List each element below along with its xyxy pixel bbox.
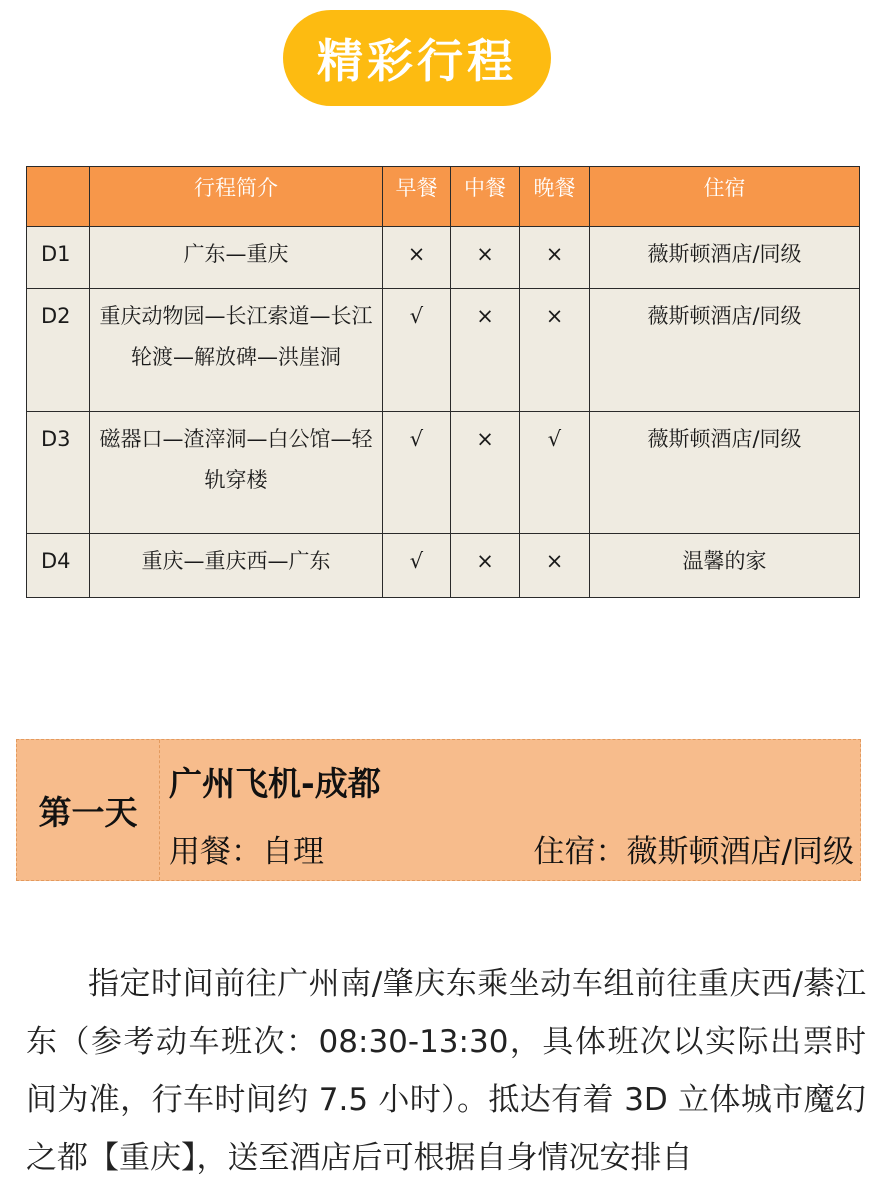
column-header-route: 行程简介 <box>90 167 383 227</box>
day-route-title: 广州飞机-成都 <box>169 764 381 803</box>
breakfast-cell: √ <box>383 289 451 412</box>
page-title: 精彩行程 <box>283 10 551 106</box>
dinner-cell: × <box>520 227 590 289</box>
lunch-cell: × <box>451 534 520 598</box>
dinner-cell: √ <box>520 412 590 534</box>
table-header-row <box>27 167 860 227</box>
table-row <box>27 227 860 289</box>
dinner-cell: × <box>520 289 590 412</box>
table-row <box>27 412 860 534</box>
column-header-dinner: 晚餐 <box>520 167 590 227</box>
table-row <box>27 534 860 598</box>
day-label: 第一天 <box>17 740 160 880</box>
day-hotel: 住宿：薇斯顿酒店/同级 <box>533 834 854 870</box>
route-cell: 重庆—重庆西—广东 <box>90 534 383 598</box>
day-cell: D3 <box>27 412 90 534</box>
breakfast-cell: √ <box>383 412 451 534</box>
lunch-cell: × <box>451 412 520 534</box>
breakfast-cell: √ <box>383 534 451 598</box>
lunch-cell: × <box>451 289 520 412</box>
hotel-cell: 薇斯顿酒店/同级 <box>590 289 860 412</box>
day-cell: D2 <box>27 289 90 412</box>
breakfast-cell: × <box>383 227 451 289</box>
hotel-cell: 薇斯顿酒店/同级 <box>590 412 860 534</box>
day-cell: D4 <box>27 534 90 598</box>
day-description: 指定时间前往广州南/肇庆东乘坐动车组前往重庆西/綦江东（参考动车班次：08:30-13:30，具体班次以实际出票时间为准，行车时间约 7.5 小时）。抵达有着 3D 立体城市魔幻之都【重庆】，送至酒店后可根据自身情况安排自 <box>26 966 866 1176</box>
route-cell: 重庆动物园—长江索道—长江轮渡—解放碑—洪崖洞 <box>90 289 383 412</box>
route-cell: 广东—重庆 <box>90 227 383 289</box>
dinner-cell: × <box>520 534 590 598</box>
itinerary-table <box>26 166 860 598</box>
lunch-cell: × <box>451 227 520 289</box>
column-header-breakfast: 早餐 <box>383 167 451 227</box>
route-cell: 磁器口—渣滓洞—白公馆—轻轨穿楼 <box>90 412 383 534</box>
hotel-cell: 薇斯顿酒店/同级 <box>590 227 860 289</box>
column-header-hotel: 住宿 <box>590 167 860 227</box>
day-one-header <box>16 739 861 881</box>
table-row <box>27 289 860 412</box>
hotel-cell: 温馨的家 <box>590 534 860 598</box>
column-header-day <box>27 167 90 227</box>
day-meals: 用餐：自理 <box>169 834 324 870</box>
column-header-lunch: 中餐 <box>451 167 520 227</box>
day-cell: D1 <box>27 227 90 289</box>
